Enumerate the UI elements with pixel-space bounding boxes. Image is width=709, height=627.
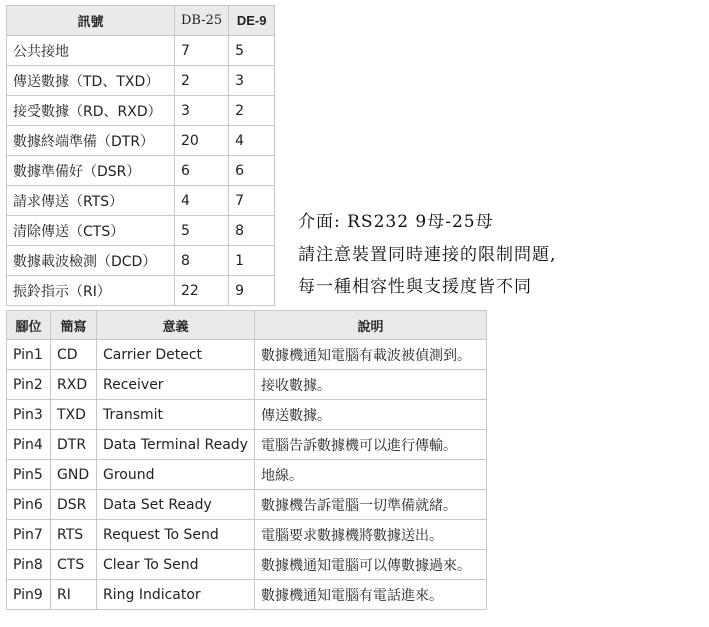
signal-cell: 請求傳送（RTS） xyxy=(7,186,175,216)
description-cell: 數據機通知電腦有載波被偵測到。 xyxy=(254,340,486,370)
header-description: 說明 xyxy=(254,311,486,340)
abbr-cell: RI xyxy=(51,580,97,610)
abbr-cell: TXD xyxy=(51,400,97,430)
table-header-row xyxy=(7,311,487,340)
signal-cell: 數據終端準備（DTR） xyxy=(7,126,175,156)
table-row xyxy=(7,66,275,96)
meaning-cell: Data Terminal Ready xyxy=(97,430,255,460)
abbr-cell: RTS xyxy=(51,520,97,550)
de9-pin-cell: 4 xyxy=(229,126,275,156)
meaning-cell: Data Set Ready xyxy=(97,490,255,520)
signal-cell: 公共接地 xyxy=(7,36,175,66)
table-row xyxy=(7,580,487,610)
header-de9: DE-9 xyxy=(229,6,275,36)
db25-pin-cell: 5 xyxy=(175,216,229,246)
signal-cell: 傳送數據（TD、TXD） xyxy=(7,66,175,96)
db25-pin-cell: 3 xyxy=(175,96,229,126)
de9-pin-cell: 3 xyxy=(229,66,275,96)
db25-pin-cell: 20 xyxy=(175,126,229,156)
abbr-cell: DSR xyxy=(51,490,97,520)
de9-pin-cell: 1 xyxy=(229,246,275,276)
meaning-cell: Transmit xyxy=(97,400,255,430)
interface-note: 介面: RS232 9母-25母 xyxy=(298,212,494,232)
compatibility-note: 每一種相容性與支援度皆不同 xyxy=(298,277,532,297)
signal-pin-table xyxy=(6,5,275,306)
meaning-cell: Ground xyxy=(97,460,255,490)
header-meaning: 意義 xyxy=(97,311,255,340)
abbr-cell: CD xyxy=(51,340,97,370)
pin-cell: Pin1 xyxy=(7,340,51,370)
description-cell: 接收數據。 xyxy=(254,370,486,400)
db25-pin-cell: 22 xyxy=(175,276,229,306)
table-row xyxy=(7,490,487,520)
pin-cell: Pin4 xyxy=(7,430,51,460)
meaning-cell: Receiver xyxy=(97,370,255,400)
pin-cell: Pin3 xyxy=(7,400,51,430)
db25-pin-cell: 8 xyxy=(175,246,229,276)
table-row xyxy=(7,36,275,66)
limitation-note: 請注意裝置同時連接的限制問題, xyxy=(298,245,557,265)
de9-pin-cell: 9 xyxy=(229,276,275,306)
table-row xyxy=(7,126,275,156)
header-abbr: 簡寫 xyxy=(51,311,97,340)
table-row xyxy=(7,550,487,580)
signal-cell: 清除傳送（CTS） xyxy=(7,216,175,246)
abbr-cell: DTR xyxy=(51,430,97,460)
table-header-row xyxy=(7,6,275,36)
header-signal: 訊號 xyxy=(7,6,175,36)
db25-pin-cell: 6 xyxy=(175,156,229,186)
table-row xyxy=(7,276,275,306)
description-cell: 電腦告訴數據機可以進行傳輸。 xyxy=(254,430,486,460)
table-row xyxy=(7,370,487,400)
table-row xyxy=(7,340,487,370)
description-cell: 地線。 xyxy=(254,460,486,490)
meaning-cell: Ring Indicator xyxy=(97,580,255,610)
signal-table-body xyxy=(7,36,275,306)
de9-pin-cell: 8 xyxy=(229,216,275,246)
header-pin: 腳位 xyxy=(7,311,51,340)
signal-cell: 振鈴指示（RI） xyxy=(7,276,175,306)
header-db25: DB-25 xyxy=(175,6,229,36)
signal-cell: 接受數據（RD、RXD） xyxy=(7,96,175,126)
db25-pin-cell: 4 xyxy=(175,186,229,216)
meaning-cell: Carrier Detect xyxy=(97,340,255,370)
abbr-cell: GND xyxy=(51,460,97,490)
pin-cell: Pin7 xyxy=(7,520,51,550)
pin-cell: Pin6 xyxy=(7,490,51,520)
pin-cell: Pin9 xyxy=(7,580,51,610)
pin-cell: Pin2 xyxy=(7,370,51,400)
pin-definition-table xyxy=(6,310,487,610)
abbr-cell: CTS xyxy=(51,550,97,580)
table-row xyxy=(7,186,275,216)
description-cell: 傳送數據。 xyxy=(254,400,486,430)
description-cell: 數據機通知電腦可以傳數據過來。 xyxy=(254,550,486,580)
pin-cell: Pin8 xyxy=(7,550,51,580)
table-row xyxy=(7,96,275,126)
signal-cell: 數據準備好（DSR） xyxy=(7,156,175,186)
de9-pin-cell: 6 xyxy=(229,156,275,186)
signal-cell: 數據載波檢測（DCD） xyxy=(7,246,175,276)
table-row xyxy=(7,520,487,550)
description-cell: 數據機告訴電腦一切準備就緒。 xyxy=(254,490,486,520)
meaning-cell: Request To Send xyxy=(97,520,255,550)
pin-cell: Pin5 xyxy=(7,460,51,490)
description-cell: 數據機通知電腦有電話進來。 xyxy=(254,580,486,610)
table-row xyxy=(7,400,487,430)
meaning-cell: Clear To Send xyxy=(97,550,255,580)
table-row xyxy=(7,246,275,276)
abbr-cell: RXD xyxy=(51,370,97,400)
description-cell: 電腦要求數據機將數據送出。 xyxy=(254,520,486,550)
de9-pin-cell: 7 xyxy=(229,186,275,216)
table-row xyxy=(7,460,487,490)
table-row xyxy=(7,430,487,460)
table-row xyxy=(7,156,275,186)
db25-pin-cell: 7 xyxy=(175,36,229,66)
db25-pin-cell: 2 xyxy=(175,66,229,96)
de9-pin-cell: 5 xyxy=(229,36,275,66)
de9-pin-cell: 2 xyxy=(229,96,275,126)
pin-table-body xyxy=(7,340,487,610)
table-row xyxy=(7,216,275,246)
